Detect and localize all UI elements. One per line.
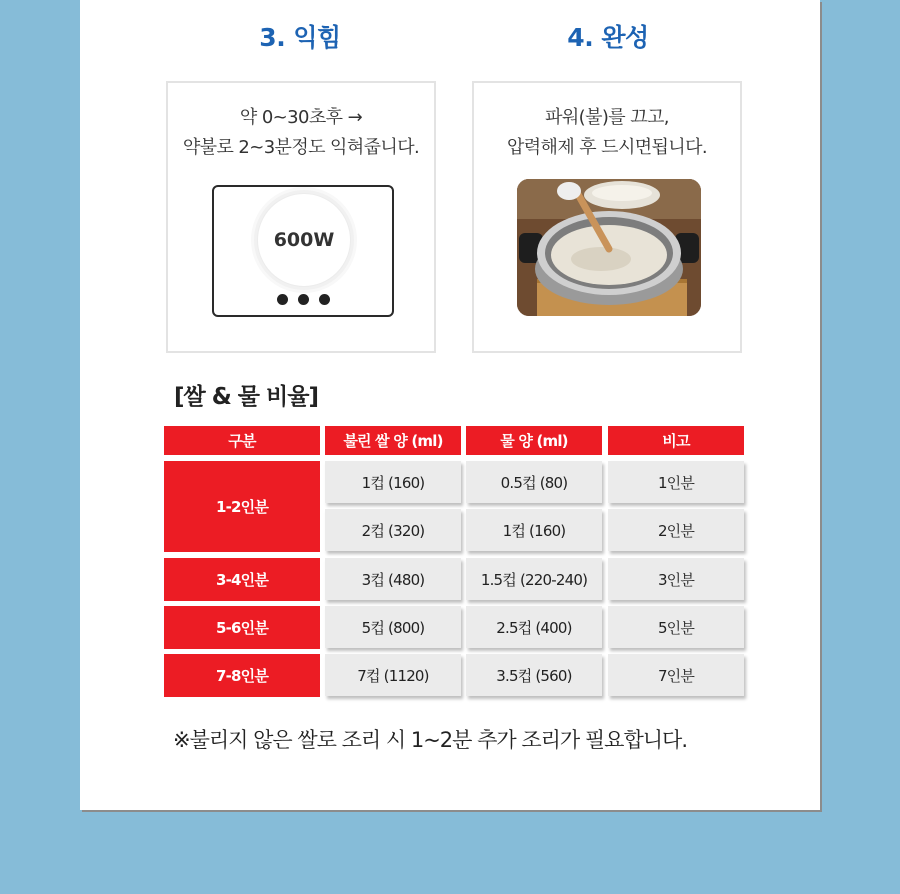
row-label-1-2: 1-2인분	[164, 461, 320, 552]
table-header-note: 비고	[608, 426, 744, 455]
table-cell-water: 2.5컵 (400)	[466, 606, 602, 648]
content-panel	[80, 0, 820, 810]
table-cell-water: 1컵 (160)	[466, 509, 602, 551]
step4-card	[472, 81, 742, 353]
table-cell-rice: 5컵 (800)	[325, 606, 461, 648]
table-cell-water: 3.5컵 (560)	[466, 654, 602, 696]
footnote: ※불리지 않은 쌀로 조리 시 1~2분 추가 조리가 필요합니다.	[173, 728, 687, 752]
table-cell-rice: 2컵 (320)	[325, 509, 461, 551]
porridge-pot-photo	[517, 179, 701, 316]
table-cell-note: 5인분	[608, 606, 744, 648]
burner-power-label: 600W	[257, 193, 351, 287]
table-cell-rice: 3컵 (480)	[325, 558, 461, 600]
ratio-section-title: [쌀 & 물 비율]	[174, 384, 318, 410]
row-label-5-6: 5-6인분	[164, 606, 320, 649]
table-cell-note: 3인분	[608, 558, 744, 600]
table-header-rice: 불린 쌀 양 (ml)	[325, 426, 461, 455]
table-cell-note: 1인분	[608, 461, 744, 503]
table-cell-note: 2인분	[608, 509, 744, 551]
table-cell-rice: 7컵 (1120)	[325, 654, 461, 696]
step4-line1: 파워(불)를 끄고,	[545, 107, 669, 128]
step3-text	[168, 103, 434, 163]
table-header-water: 물 양 (ml)	[466, 426, 602, 455]
step4-line2: 압력해제 후 드시면됩니다.	[506, 137, 708, 158]
control-dots	[214, 290, 392, 309]
control-dot	[319, 294, 330, 305]
table-header-category: 구분	[164, 426, 320, 455]
step3-title: 3. 익힘	[259, 23, 341, 52]
table-cell-rice: 1컵 (160)	[325, 461, 461, 503]
step3-line1: 약 0~30초후 →	[239, 107, 363, 128]
table-cell-water: 0.5컵 (80)	[466, 461, 602, 503]
row-label-3-4: 3-4인분	[164, 558, 320, 601]
step4-text	[474, 103, 740, 163]
row-label-7-8: 7-8인분	[164, 654, 320, 697]
step3-line2: 약불로 2~3분정도 익혀줍니다.	[182, 137, 420, 158]
step4-title: 4. 완성	[567, 23, 649, 52]
control-dot	[277, 294, 288, 305]
table-cell-water: 1.5컵 (220-240)	[466, 558, 602, 600]
table-cell-note: 7인분	[608, 654, 744, 696]
induction-cooktop-icon	[212, 185, 394, 317]
control-dot	[298, 294, 309, 305]
step3-card	[166, 81, 436, 353]
